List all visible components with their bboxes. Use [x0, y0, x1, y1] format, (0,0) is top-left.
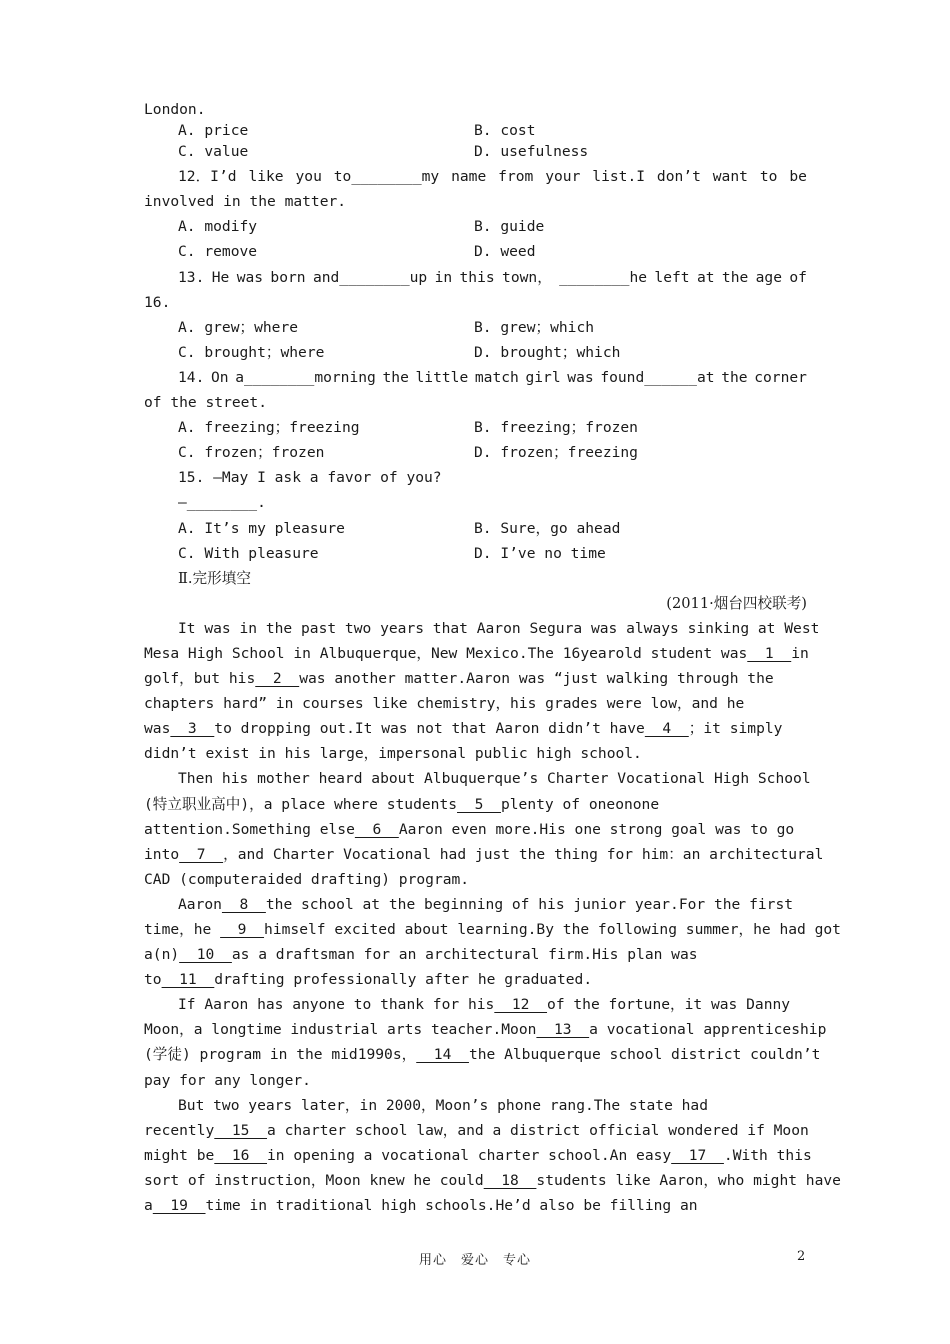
- word: the: [721, 368, 748, 386]
- option-b: B. grew；which: [474, 318, 595, 336]
- passage-line: pay for any longer.: [144, 1071, 311, 1089]
- q11-options-row1: [144, 122, 807, 139]
- q13-options-row2: [144, 340, 807, 365]
- option-a: A. modify: [178, 218, 258, 236]
- q11-tail: London.: [144, 101, 206, 118]
- word: don’t: [656, 168, 701, 186]
- blank-15: 15: [214, 1121, 268, 1139]
- blank-3: 3: [170, 720, 215, 738]
- word: to________my: [333, 168, 440, 186]
- passage-line: If Aaron has anyone to thank for his 12 of the fortune，it was Danny: [178, 996, 791, 1014]
- word: 14.: [178, 368, 205, 386]
- passage-line: attention.Something else 6 Aaron even more.His one strong goal was to go: [144, 820, 795, 838]
- question-15-line2: —________.: [178, 494, 266, 512]
- word: you: [295, 168, 322, 186]
- word: left: [654, 268, 690, 286]
- question-12-line1: [144, 164, 807, 189]
- blank-11: 11: [161, 971, 215, 989]
- blank-12: 12: [494, 996, 548, 1014]
- word: born: [270, 268, 306, 286]
- blank-7: 7: [179, 845, 224, 863]
- passage-line: CAD (computeraided drafting) program.: [144, 870, 470, 888]
- option-a: A. grew；where: [178, 318, 299, 336]
- blank-6: 6: [354, 820, 399, 838]
- word: want: [712, 168, 748, 186]
- word: of: [789, 268, 807, 286]
- passage-line: recently 15 a charter school law，and a district official wondered if Moon: [144, 1121, 809, 1139]
- word: little: [415, 368, 469, 386]
- passage-line: sort of instruction，Moon knew he could 18 students like Aaron，who might have: [144, 1171, 841, 1189]
- word: ________he: [559, 268, 648, 286]
- passage-line: It was in the past two years that Aaron Segura was always sinking at West: [178, 619, 820, 637]
- option-d: D. frozen；freezing: [474, 444, 638, 462]
- option-b: B. guide: [474, 218, 545, 236]
- question-13-line2: 16.: [144, 293, 171, 311]
- q15-options-row1: [144, 516, 807, 541]
- blank-9: 9: [220, 921, 265, 938]
- word: from: [498, 168, 534, 186]
- passage-line: chapters hard” in courses like chemistry，his grades were low，and he: [144, 695, 745, 713]
- passage-line: (特立职业高中)，a place where students 5 plenty of oneonone: [144, 795, 660, 813]
- question-12-line2: involved in the matter.: [144, 193, 347, 211]
- passage-line: (学徒) program in the mid1990s， 14 the Albuquerque school district couldn’t: [144, 1046, 821, 1064]
- passage-line: But two years later，in 2000，Moon’s phone rang.The state had: [178, 1096, 708, 1114]
- blank-17: 17: [671, 1146, 724, 1164]
- word: list.I: [592, 168, 646, 186]
- passage-line: was 3 to dropping out.It was not that Aaron didn’t have 4 ；it simply: [144, 720, 783, 738]
- option-c: C. With pleasure: [178, 544, 319, 562]
- word: in: [434, 268, 453, 286]
- word: the: [721, 268, 749, 286]
- word: to: [759, 168, 778, 186]
- q14-options-row2: [144, 440, 807, 465]
- passage-line: didn’t exist in his large，impersonal public high school.: [144, 745, 642, 763]
- option-c: C. frozen；frozen: [178, 444, 325, 462]
- word: corner: [754, 368, 807, 386]
- word: 12．I’d: [178, 168, 237, 186]
- option-c: C. brought；where: [178, 343, 325, 361]
- q12-options-row1: [144, 214, 807, 239]
- page-footer: [0, 1246, 950, 1270]
- passage-line: into 7 ，and Charter Vocational had just the thing for him：an architectural: [144, 845, 824, 863]
- blank-19: 19: [152, 1197, 206, 1215]
- q12-options-row2: [144, 239, 807, 264]
- option-d: D. usefulness: [474, 143, 589, 161]
- passage-line: a(n) 10 as a draftsman for an architectural firm.His plan was: [144, 946, 698, 964]
- passage-line: to 11 drafting professionally after he graduated.: [144, 971, 593, 989]
- passage-line: Aaron 8 the school at the beginning of his junior year.For the first: [178, 895, 794, 913]
- source-citation: (2011·烟台四校联考): [666, 594, 807, 612]
- option-a: A. price: [178, 122, 249, 140]
- passage-line: Moon，a longtime industrial arts teacher.Moon 13 a vocational apprenticeship: [144, 1021, 827, 1039]
- word: was: [567, 368, 594, 386]
- q11-options-row2: [144, 139, 807, 164]
- word: and________up: [312, 268, 428, 286]
- option-a: A. freezing；freezing: [178, 419, 360, 437]
- option-a: A. It’s my pleasure: [178, 519, 345, 537]
- passage-line: might be 16 in opening a vocational charter school.An easy 17 .With this: [144, 1146, 812, 1164]
- word: match: [474, 368, 519, 386]
- q14-options-row1: [144, 415, 807, 440]
- blank-5: 5: [457, 795, 501, 813]
- word: age: [755, 268, 782, 286]
- passage-line: a 19 time in traditional high schools.He’d also be filling an: [144, 1197, 698, 1215]
- option-b: B. freezing；frozen: [474, 419, 638, 437]
- blank-13: 13: [536, 1021, 590, 1039]
- word: 13.: [178, 268, 205, 286]
- blank-16: 16: [214, 1146, 268, 1164]
- word: your: [545, 168, 581, 186]
- blank-2: 2: [255, 670, 300, 688]
- blank-1: 1: [747, 644, 792, 662]
- blank-18: 18: [483, 1171, 537, 1189]
- word: the: [382, 368, 409, 386]
- passage-line: time，he 9 himself excited about learning.By the following summer，he had got: [144, 921, 841, 938]
- word: found______at: [600, 368, 715, 386]
- option-d: D. brought；which: [474, 343, 621, 361]
- word: was: [236, 268, 264, 286]
- word: be: [789, 168, 807, 186]
- question-15-line1: 15. —May I ask a favor of you?: [178, 469, 442, 487]
- q15-options-row2: [144, 541, 807, 566]
- footer-motto: 用心 爱心 专心: [418, 1253, 531, 1268]
- option-c: C. remove: [178, 243, 258, 261]
- document-page: [144, 97, 841, 1218]
- word: this: [459, 268, 495, 286]
- blank-14: 14: [416, 1046, 469, 1064]
- word: a________morning: [235, 368, 376, 386]
- word: He: [211, 268, 230, 286]
- section-heading: Ⅱ.完形填空: [178, 569, 251, 587]
- option-d: D. weed: [474, 243, 536, 261]
- page-number: 2: [797, 1249, 806, 1264]
- word: like: [248, 168, 284, 186]
- option-c: C. value: [178, 143, 249, 161]
- blank-8: 8: [221, 895, 266, 913]
- passage-line: Mesa High School in Albuquerque，New Mexico.The 16yearold student was 1 in: [144, 644, 809, 662]
- passage-line: golf，but his 2 was another matter.Aaron was “just walking through the: [144, 670, 774, 688]
- option-b: B. cost: [474, 122, 536, 140]
- word: at: [696, 268, 715, 286]
- word: town，: [502, 268, 552, 286]
- blank-4: 4: [644, 720, 689, 738]
- question-14-line1: [144, 365, 807, 390]
- question-13-line1: [144, 265, 807, 290]
- word: girl: [525, 368, 561, 386]
- word: name: [451, 168, 487, 186]
- question-14-line2: of the street.: [144, 394, 268, 412]
- blank-10: 10: [179, 946, 232, 964]
- passage-line: Then his mother heard about Albuquerque’s Charter Vocational High School: [178, 770, 811, 788]
- option-b: B. Sure，go ahead: [474, 519, 621, 537]
- word: On: [211, 368, 229, 386]
- q13-options-row1: [144, 315, 807, 340]
- option-d: D. I’ve no time: [474, 544, 606, 562]
